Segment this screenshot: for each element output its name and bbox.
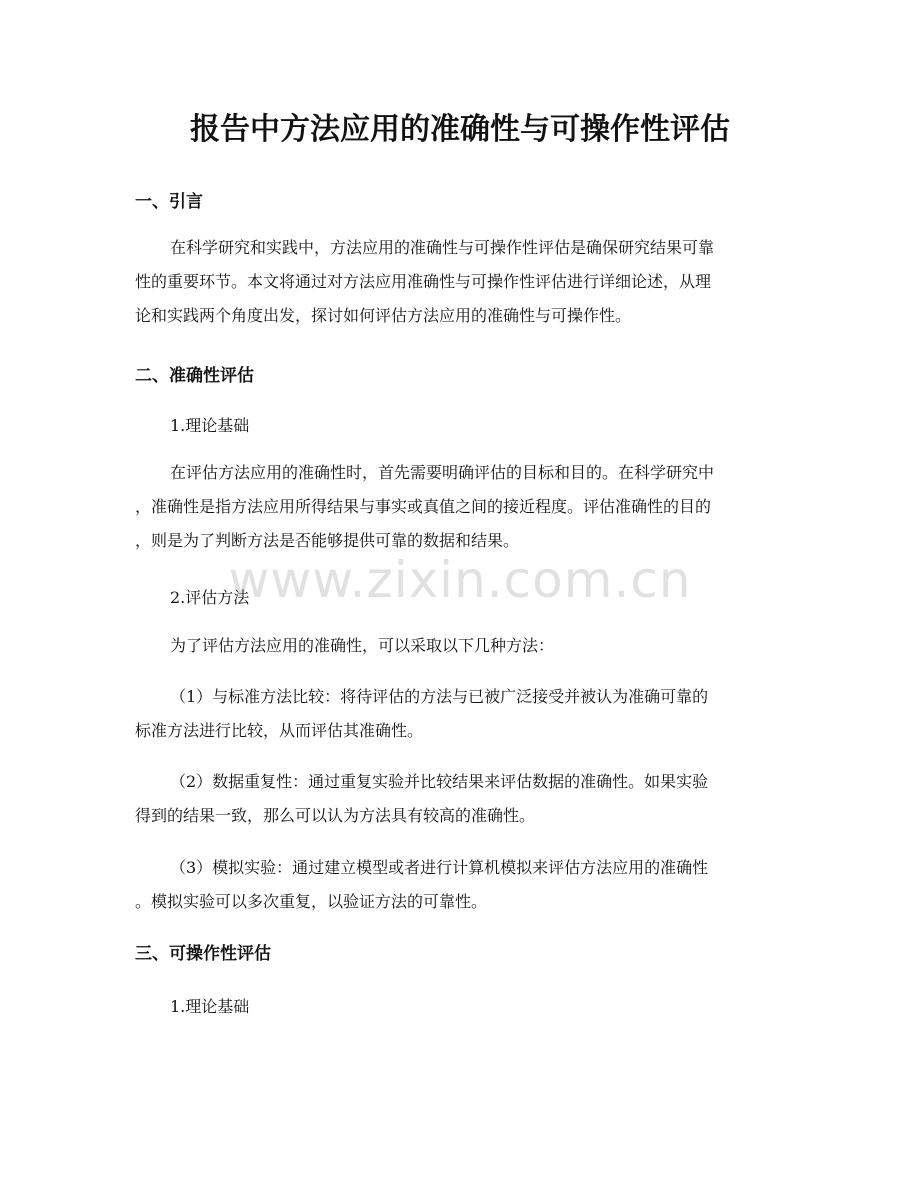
- paragraph-line: （3）模拟实验：通过建立模型或者进行计算机模拟来评估方法应用的准确性: [170, 858, 709, 877]
- section-heading-operability: 三、可操作性评估: [135, 944, 271, 964]
- method-item-3: [135, 851, 785, 919]
- method-item-1: [135, 680, 785, 748]
- watermark: www.zixin.com.cn: [228, 551, 692, 609]
- paragraph-line: 为了评估方法应用的准确性，可以采取以下几种方法：: [170, 636, 555, 655]
- paragraph-line: 标准方法进行比较，从而评估其准确性。: [135, 721, 424, 740]
- accuracy-paragraph: [135, 456, 785, 558]
- section-heading-accuracy: 二、准确性评估: [135, 366, 254, 386]
- paragraph-line: 。模拟实验可以多次重复，以验证方法的可靠性。: [135, 892, 488, 911]
- method-item-2: [135, 765, 785, 833]
- section-heading-intro: 一、引言: [135, 192, 203, 212]
- paragraph-line: 得到的结果一致，那么可以认为方法具有较高的准确性。: [135, 806, 536, 825]
- paragraph-line: （1）与标准方法比较：将待评估的方法与已被广泛接受并被认为准确可靠的: [170, 687, 709, 706]
- methods-intro-paragraph: [135, 629, 785, 663]
- document-title: 报告中方法应用的准确性与可操作性评估: [190, 112, 730, 147]
- paragraph-line: ，则是为了判断方法是否能够提供可靠的数据和结果。: [135, 531, 520, 550]
- paragraph-line: 在科学研究和实践中，方法应用的准确性与可操作性评估是确保研究结果可靠: [170, 238, 715, 257]
- paragraph-line: 在评估方法应用的准确性时，首先需要明确评估的目标和目的。在科学研究中: [170, 463, 715, 482]
- paragraph-line: （2）数据重复性：通过重复实验并比较结果来评估数据的准确性。如果实验: [170, 772, 709, 791]
- intro-paragraph: [135, 231, 785, 333]
- subheading-evaluation-methods: 2.评估方法: [170, 588, 250, 607]
- paragraph-line: 性的重要环节。本文将通过对方法应用准确性与可操作性评估进行详细论述，从理: [135, 272, 712, 291]
- subheading-operability-theory: 1.理论基础: [170, 997, 250, 1016]
- paragraph-line: 论和实践两个角度出发，探讨如何评估方法应用的准确性与可操作性。: [135, 306, 632, 325]
- paragraph-line: ，准确性是指方法应用所得结果与事实或真值之间的接近程度。评估准确性的目的: [135, 497, 712, 516]
- subheading-theory-basis: 1.理论基础: [170, 416, 250, 435]
